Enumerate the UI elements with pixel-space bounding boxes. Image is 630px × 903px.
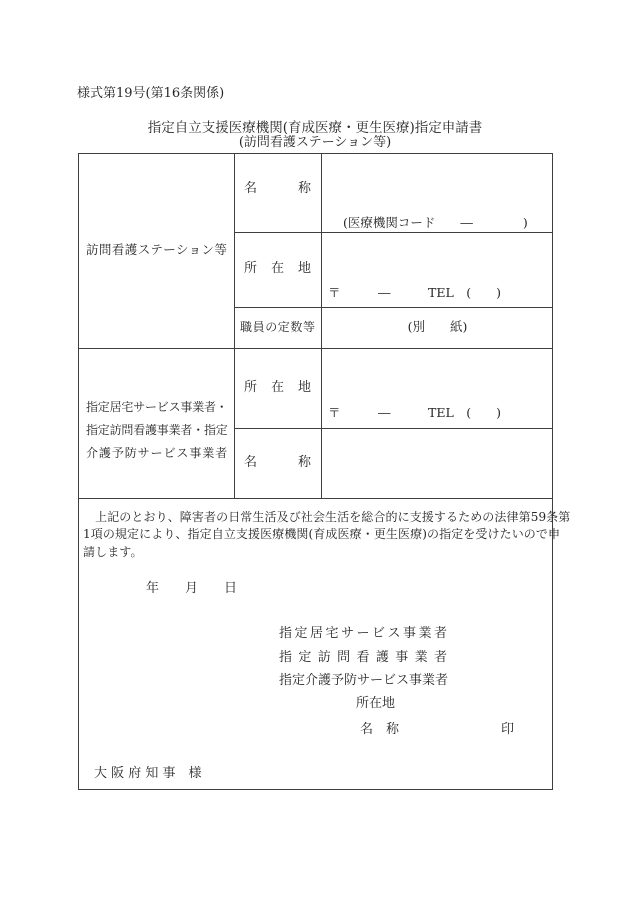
seal-mark: 印 [501, 722, 515, 737]
date-line: 年 月 日 [146, 581, 238, 596]
divider-section2-statement [79, 498, 552, 499]
section1-name-label: 名称 [244, 181, 311, 196]
divider-section1-section2 [79, 348, 552, 349]
section2-postal-tel-note: 〒 ― TEL ( ) [328, 405, 502, 420]
statement-line3: 請します。 [83, 544, 143, 559]
section2-address-label: 所在地 [244, 380, 311, 395]
section1-postal-tel-note: 〒 ― TEL ( ) [328, 285, 502, 300]
section2-header-line2: 指定訪問看護事業者・指定 [86, 423, 228, 437]
applicant-1: 指定居宅サービス事業者 [279, 626, 447, 641]
signature-address-label: 所在地 [356, 696, 396, 711]
form-table [78, 153, 571, 790]
section1-staff-label: 職員の定数等 [240, 320, 315, 334]
divider-name-row [234, 232, 552, 233]
applicant-3: 指定介護予防サービス事業者 [279, 673, 449, 688]
signature-name-label: 名 称 [360, 722, 400, 737]
addressee: 大 阪 府 知 事 様 [94, 766, 202, 781]
section1-header: 訪問看護ステーション等 [86, 242, 227, 257]
statement-line1: 上記のとおり、障害者の日常生活及び社会生活を総合的に支援するための法律第59条第 [83, 510, 571, 524]
section1-address-label: 所在地 [244, 261, 311, 276]
applicant-2: 指定訪問看護事業者 [279, 650, 447, 665]
divider-address-row [234, 307, 552, 308]
section1-medical-code-note: (医療機関コード ― ) [343, 215, 528, 230]
form-number: 様式第19号(第16条関係) [77, 86, 225, 101]
page-subtitle: (訪問看護ステーション等) [238, 135, 392, 150]
statement-line2: 1項の規定により、指定自立支援医療機関(育成医療・更生医療)の指定を受けたいので申 [83, 527, 561, 542]
section1-staff-value: (別 紙) [407, 319, 468, 334]
page-title: 指定自立支援医療機関(育成医療・更生医療)指定申請書 [147, 120, 483, 136]
statement-paragraph [83, 509, 571, 561]
section2-header-line1: 指定居宅サービス事業者・ [86, 400, 228, 414]
divider-address-row-2 [234, 428, 552, 429]
section2-name-label: 名称 [244, 455, 311, 470]
section2-header [79, 396, 234, 465]
section2-header-line3: 介護予防サービス事業者 [86, 446, 227, 460]
